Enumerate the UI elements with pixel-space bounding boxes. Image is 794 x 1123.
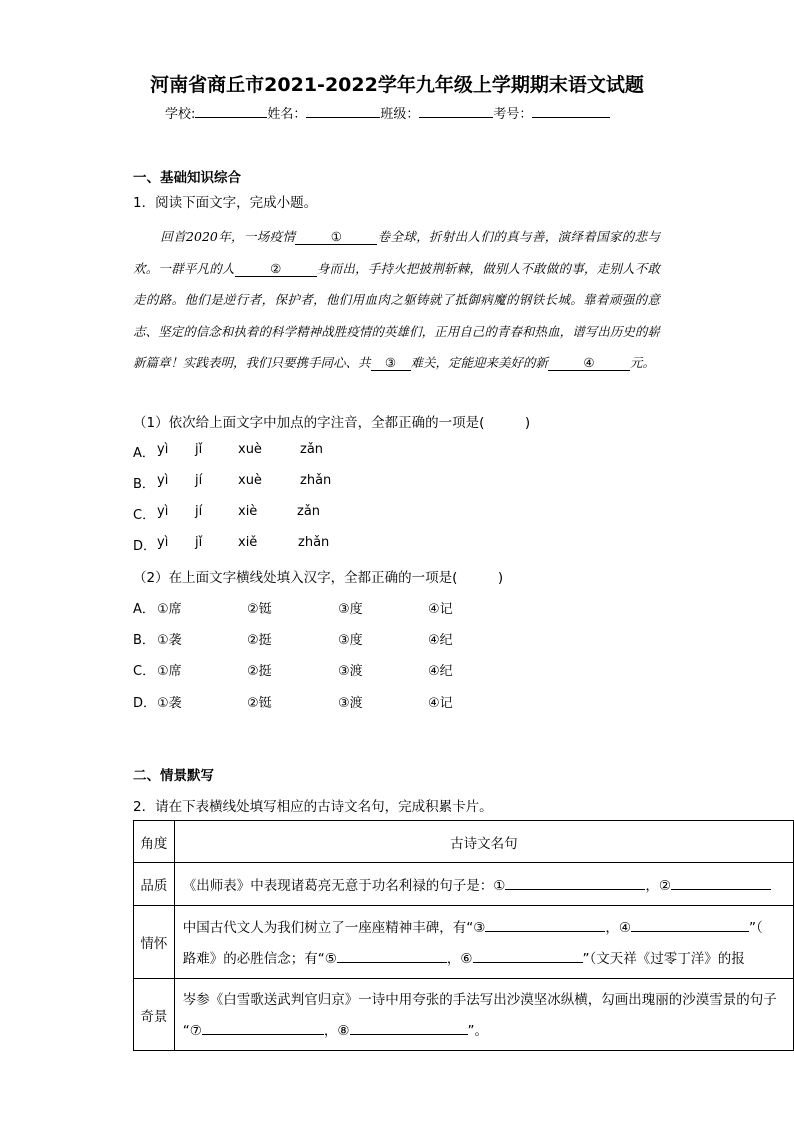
reading-passage bbox=[133, 221, 660, 379]
answer-blank-7[interactable] bbox=[202, 1021, 324, 1035]
section-heading-2: 二、情景默写 bbox=[133, 768, 214, 784]
answer-blank-6[interactable] bbox=[473, 949, 583, 963]
answer-blank-4[interactable] bbox=[631, 918, 749, 932]
row-label-quality: 品质 bbox=[134, 863, 175, 906]
class-field[interactable] bbox=[419, 105, 493, 118]
school-field[interactable] bbox=[195, 105, 267, 118]
header-angle: 角度 bbox=[134, 821, 175, 863]
sub1-option-d[interactable]: D． yì jǐ xiě zhǎn bbox=[133, 535, 330, 554]
page-title: 河南省商丘市2021-2022学年九年级上学期期末语文试题 bbox=[150, 74, 644, 96]
answer-blank-1[interactable] bbox=[505, 876, 645, 890]
passage-text-1: 回首2020年，一场疫情 bbox=[160, 229, 296, 244]
name-label: 姓名： bbox=[267, 107, 307, 122]
class-label: 班级： bbox=[380, 107, 420, 122]
scenery-text-2: “⑦ bbox=[182, 1023, 202, 1039]
scenery-text-3: ”。 bbox=[467, 1023, 489, 1039]
feelings-text-2: ”（ bbox=[749, 919, 763, 936]
student-info-line bbox=[165, 103, 610, 122]
row-scenery bbox=[174, 979, 793, 1051]
blank-1: ① bbox=[295, 230, 377, 245]
number-label: 考号： bbox=[493, 107, 533, 122]
name-field[interactable] bbox=[306, 105, 380, 118]
sub1-option-a[interactable]: A． yì jǐ xuè zǎn bbox=[133, 442, 324, 461]
sub1-option-b[interactable]: B． yì jí xuè zhǎn bbox=[133, 473, 332, 492]
answer-blank-2[interactable] bbox=[671, 876, 771, 890]
scenery-text-1: 岑参《白雪歌送武判官归京》一诗中用夸张的手法写出沙漠坚冰纵横，勾画出瑰丽的沙漠雪景的句子 bbox=[182, 992, 777, 1008]
feelings-text-4: ”（文天祥《过零丁洋》的报 bbox=[582, 950, 745, 967]
passage-text-2: 卷全球，折射出人们的真与善，演绎着国家的悲与欢。一群平凡的人 bbox=[133, 229, 660, 276]
blank-2: ② bbox=[235, 262, 317, 277]
feelings-text-1: 中国古代文人为我们树立了一座座精神丰碑，有“③ bbox=[182, 919, 486, 936]
school-label: 学校: bbox=[165, 107, 196, 122]
question-2-prompt: 2．请在下表横线处填写相应的古诗文名句，完成积累卡片。 bbox=[133, 799, 493, 815]
blank-3: ③ bbox=[371, 356, 411, 371]
question-1-prompt: 1．阅读下面文字，完成小题。 bbox=[133, 195, 318, 211]
row-label-scenery: 奇景 bbox=[134, 979, 175, 1051]
row-feelings bbox=[174, 906, 793, 979]
blank-4: ④ bbox=[548, 356, 630, 371]
row-quality-text: 《出师表》中表现诸葛亮无意于功名利禄的句子是：① bbox=[182, 878, 506, 894]
answer-blank-3[interactable] bbox=[485, 918, 605, 932]
passage-text-5: 元。 bbox=[630, 355, 656, 370]
feelings-text-3: 路难》的必胜信念；有“⑤ bbox=[182, 950, 337, 967]
sub2-option-c[interactable]: C． ①席 ②挺 ③渡 ④纪 bbox=[133, 664, 453, 679]
answer-blank-8[interactable] bbox=[350, 1021, 468, 1035]
row-quality-sep: ，② bbox=[645, 878, 672, 894]
section-heading-1: 一、基础知识综合 bbox=[133, 170, 241, 186]
sub2-option-a[interactable]: A． ①席 ②铤 ③度 ④记 bbox=[133, 602, 453, 617]
answer-blank-5[interactable] bbox=[337, 949, 447, 963]
number-field[interactable] bbox=[532, 105, 610, 118]
feelings-sep-1: ，④ bbox=[605, 919, 632, 936]
subquestion-1-prompt: （1）依次给上面文字中加点的字注音，全都正确的一项是( ) bbox=[133, 415, 531, 431]
feelings-sep-2: ，⑥ bbox=[446, 950, 473, 967]
row-label-feelings: 情怀 bbox=[134, 906, 175, 979]
row-quality bbox=[174, 863, 793, 906]
header-verses: 古诗文名句 bbox=[174, 821, 793, 863]
passage-text-4: 难关，定能迎来美好的新 bbox=[410, 355, 549, 370]
sub2-option-b[interactable]: B． ①袭 ②挺 ③度 ④纪 bbox=[133, 633, 453, 648]
accumulation-card-table bbox=[133, 820, 794, 1051]
sub2-option-d[interactable]: D． ①袭 ②铤 ③渡 ④记 bbox=[133, 696, 453, 711]
sub1-option-c[interactable]: C． yì jí xiè zǎn bbox=[133, 504, 321, 523]
scenery-sep: ，⑧ bbox=[323, 1023, 350, 1039]
passage-text-3: 身而出，手持火把披荆斩棘，做别人不敢做的事，走别人不敢走的路。他们是逆行者，保护者，他们用血肉之躯铸就了抵御病魔的钢铁长城。靠着顽强的意志、坚定的信念和执着的科学精神战胜疫情的英雄们，正用自己的青春和热血，谱写出历史的崭新篇章！实践表明，我们只要携手同心、共 bbox=[133, 260, 660, 370]
subquestion-2-prompt: （2）在上面文字横线处填入汉字，全都正确的一项是( ) bbox=[133, 570, 504, 586]
